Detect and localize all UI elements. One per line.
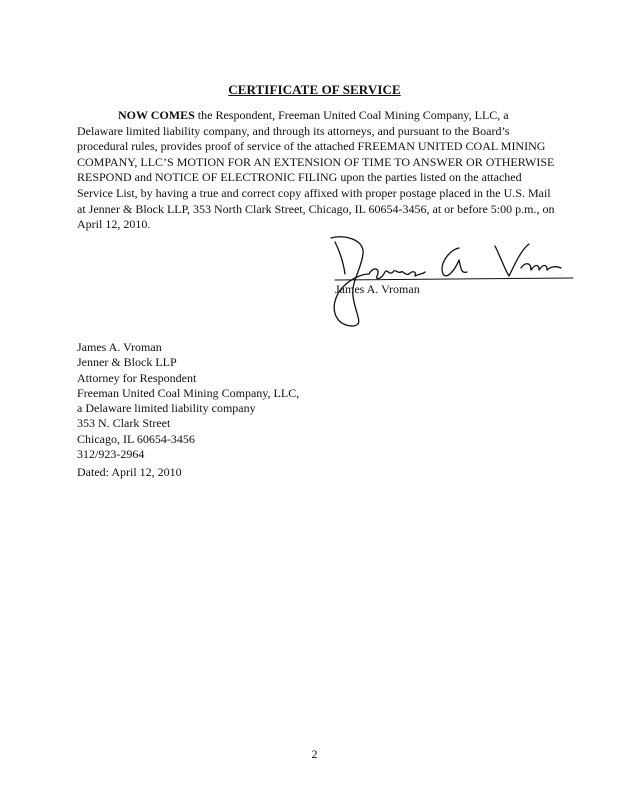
address-line: James A. Vroman (77, 340, 162, 354)
address-line: Attorney for Respondent (77, 370, 197, 385)
body-paragraph (77, 108, 555, 233)
address-block (77, 340, 299, 462)
address-line: 312/923-2964 (77, 447, 145, 462)
body-text: the Respondent, Freeman United Coal Mining Company, LLC, a Delaware limited liability company, and through its attorneys, and pursuant to the Board’s procedural rules, provides proof of service of the attached FREEMAN UNITED COAL MINING COMPANY, LLC’S MOTION FOR AN EXTENSION OF TIME TO ANSWER OR OTHERWISE RESPOND and NOTICE OF ELECTRONIC FILING upon the parties listed on the attached Service List, by having a true and correct copy affixed with proper postage placed in the U.S. Mail at Jenner & Block LLP, 353 North Clark Street, Chicago, IL 60654-3456, at or before 5:00 p.m., on April 12, 2010. (77, 108, 555, 232)
body-lead: NOW COMES (118, 108, 195, 122)
signature-printed-name: James A. Vroman (335, 282, 420, 296)
address-line: 353 N. Clark Street (77, 416, 171, 431)
dated-line: Dated: April 12, 2010 (77, 465, 182, 479)
address-line: Freeman United Coal Mining Company, LLC, (77, 385, 300, 400)
certificate-title: CERTIFICATE OF SERVICE (228, 82, 401, 97)
signature-image (325, 230, 575, 330)
address-line: Chicago, IL 60654-3456 (77, 431, 195, 446)
address-line: a Delaware limited liability company (77, 401, 256, 416)
address-line: Jenner & Block LLP (77, 355, 177, 370)
page-number: 2 (311, 747, 318, 761)
handwritten-signature (325, 230, 575, 330)
